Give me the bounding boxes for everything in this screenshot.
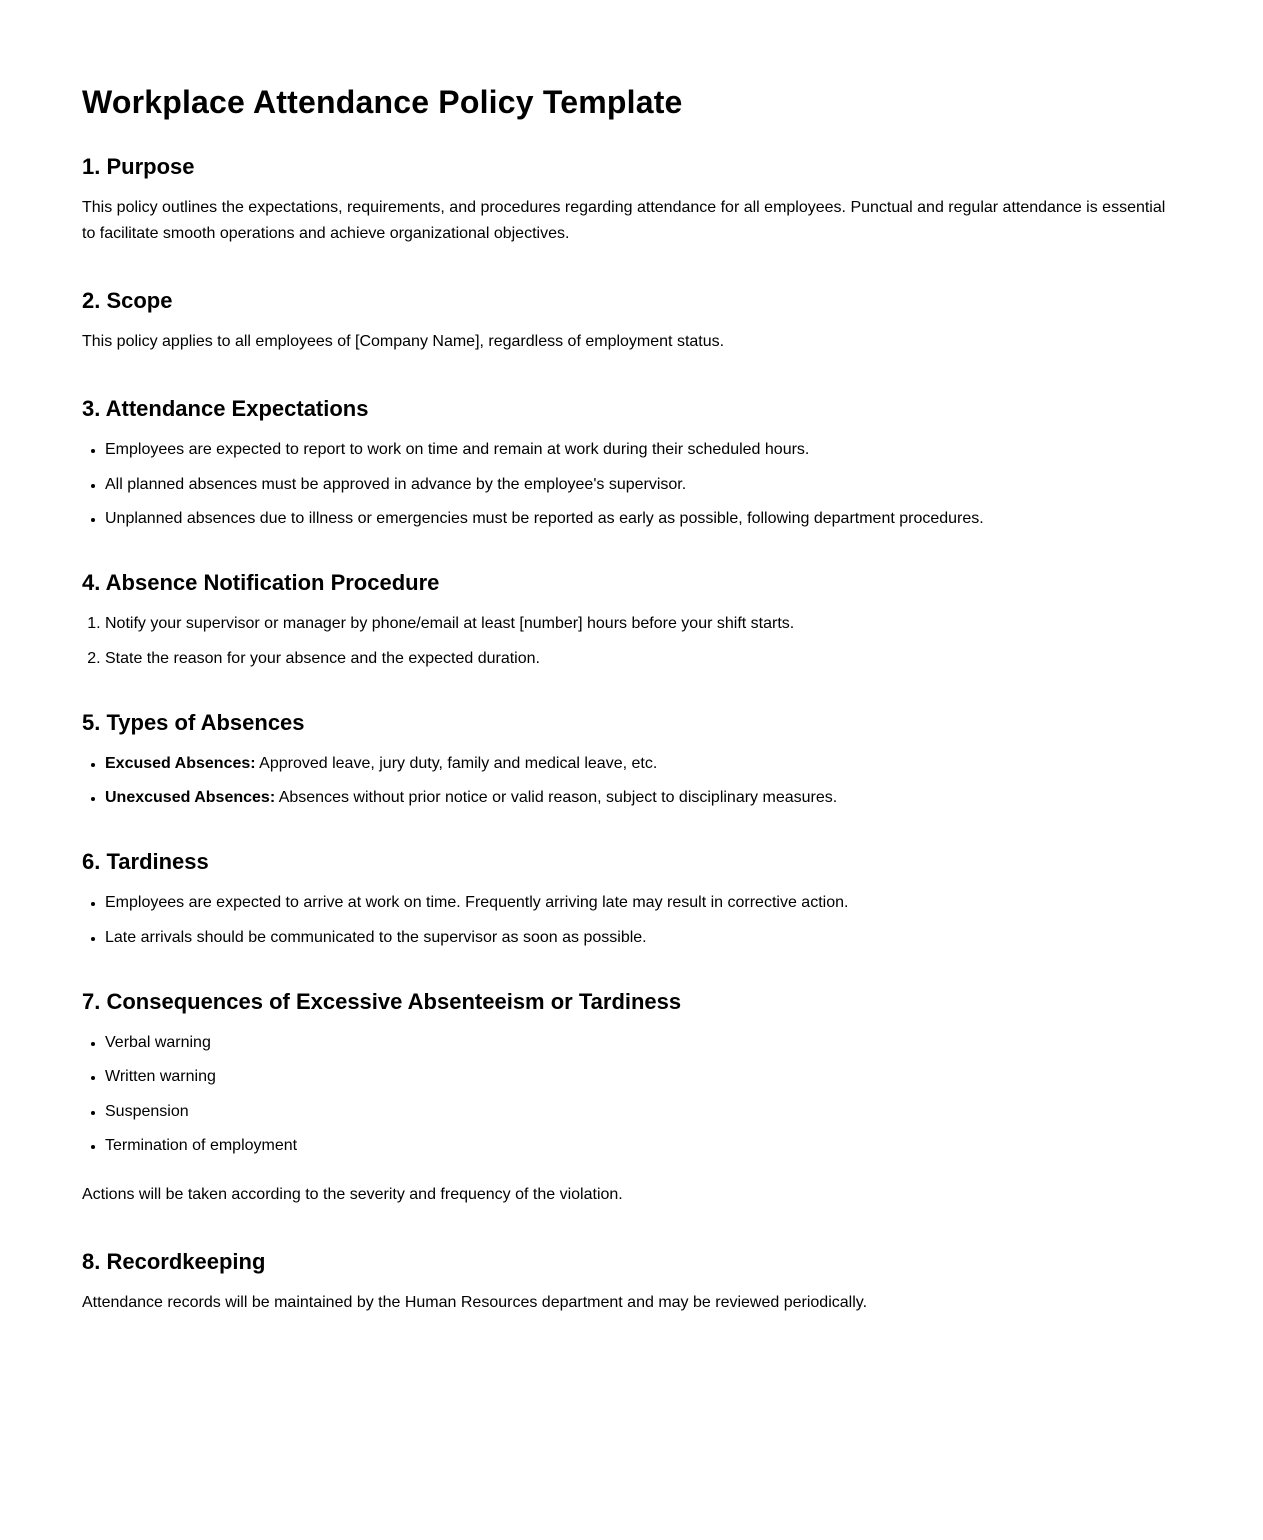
bullet-list — [82, 751, 1182, 812]
term-label: Unexcused Absences: — [105, 789, 276, 806]
section-recordkeeping — [82, 1248, 1182, 1316]
list-item: • Employees are expected to arrive at work on time. Frequently arriving late may result in corrective action. — [105, 890, 1182, 916]
term-label: Excused Absences: — [105, 754, 256, 772]
bullet-list — [82, 437, 1182, 532]
page-title: Workplace Attendance Policy Template — [82, 84, 683, 120]
list-item: 2. State the reason for your absence and the expected duration. — [105, 646, 1182, 672]
numbered-list — [82, 611, 1182, 672]
section-paragraph: Actions will be taken according to the severity and frequency of the violation. — [82, 1186, 623, 1203]
list-item: • Late arrivals should be communicated to the supervisor as soon as possible. — [105, 925, 1182, 951]
term-description: Absences without prior notice or valid reason, subject to disciplinary measures. — [275, 789, 838, 806]
section-absence-notification — [82, 569, 1182, 672]
section-attendance-expectations — [82, 395, 1182, 532]
bullet-list — [82, 1030, 1182, 1160]
list-item — [105, 785, 1182, 811]
section-tardiness — [82, 848, 1182, 951]
list-item: • Written warning — [105, 1064, 1182, 1090]
list-item — [105, 751, 1182, 777]
list-item: 1. Notify your supervisor or manager by phone/email at least [number] hours before your shift starts. — [105, 611, 1182, 637]
list-item: • Termination of employment — [105, 1133, 1182, 1159]
list-item: • Employees are expected to report to work on time and remain at work during their scheduled hours. — [105, 437, 1182, 463]
section-paragraph: This policy outlines the expectations, requirements, and procedures regarding attendance for all employees. Punctual and regular attendance is essential to facilitate smooth operations and achieve organizational objectives. — [82, 199, 1166, 242]
section-paragraph: Attendance records will be maintained by the Human Resources department and may be reviewed periodically. — [82, 1294, 868, 1311]
section-types-of-absences — [82, 709, 1182, 812]
section-heading: 3. Attendance Expectations — [82, 396, 369, 421]
section-heading: 4. Absence Notification Procedure — [82, 570, 440, 595]
section-heading: 6. Tardiness — [82, 849, 209, 874]
document-body — [82, 0, 1182, 1316]
section-heading: 8. Recordkeeping — [82, 1249, 266, 1274]
section-heading: 1. Purpose — [82, 154, 195, 179]
list-item: • Verbal warning — [105, 1030, 1182, 1056]
term-description: Approved leave, jury duty, family and medical leave, etc. — [255, 754, 658, 772]
section-heading: 5. Types of Absences — [82, 709, 305, 735]
section-purpose — [82, 153, 1182, 247]
section-scope — [82, 287, 1182, 355]
list-item: • Unplanned absences due to illness or emergencies must be reported as early as possible, following department procedures. — [105, 506, 1182, 532]
section-heading: 2. Scope — [82, 288, 173, 313]
list-item: • All planned absences must be approved in advance by the employee's supervisor. — [105, 472, 1182, 498]
section-consequences — [82, 988, 1182, 1209]
list-item: • Suspension — [105, 1099, 1182, 1125]
section-paragraph: This policy applies to all employees of [Company Name], regardless of employment status. — [82, 333, 725, 350]
bullet-list — [82, 890, 1182, 951]
section-heading: 7. Consequences of Excessive Absenteeism or Tardiness — [82, 988, 682, 1014]
